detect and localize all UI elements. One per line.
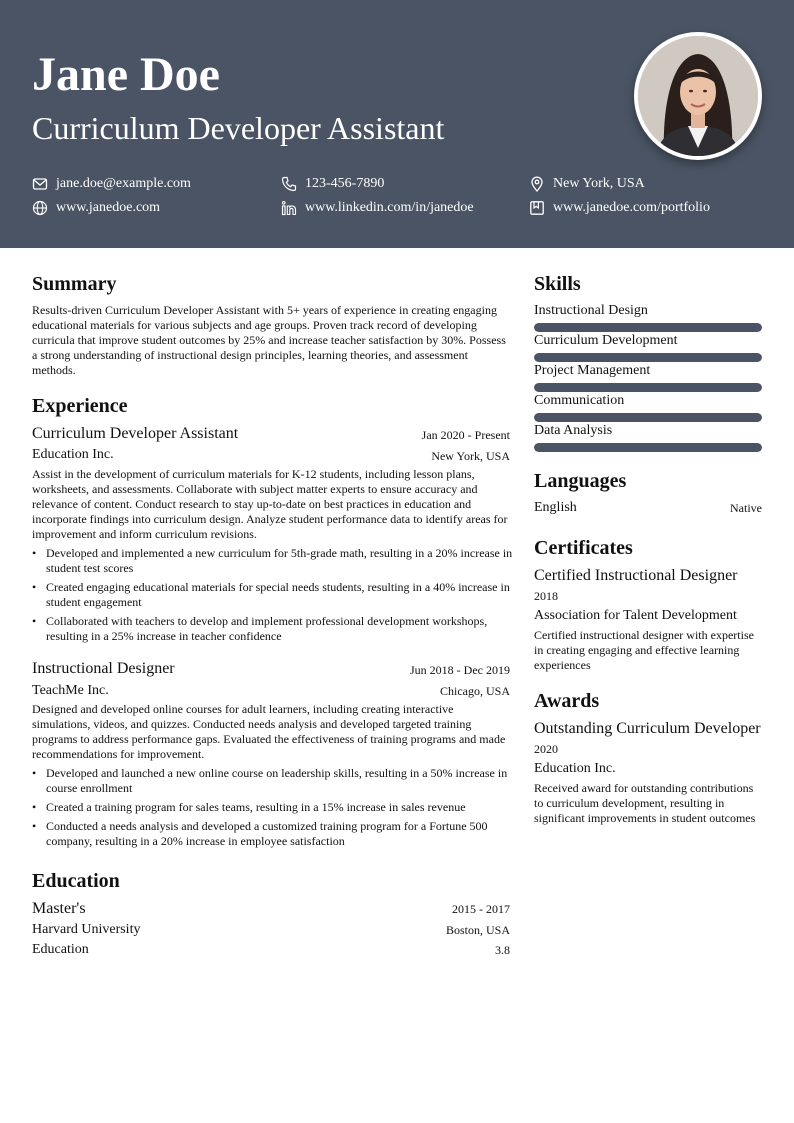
contact-linkedin-text: www.linkedin.com/in/janedoe <box>305 200 474 215</box>
job-location: New York, USA <box>431 449 510 463</box>
profile-photo <box>634 32 762 160</box>
award-title: Outstanding Curriculum Developer <box>534 720 761 737</box>
awards-heading: Awards <box>534 690 600 712</box>
job-title: Instructional Designer <box>32 660 175 677</box>
job-dates: Jun 2018 - Dec 2019 <box>410 663 510 677</box>
skill-level-bar <box>534 323 762 332</box>
skill-level-bar <box>534 413 762 422</box>
skill-level-fill <box>534 413 762 422</box>
skill-level-fill <box>534 353 762 362</box>
certificate-title: Certified Instructional Designer <box>534 567 738 584</box>
contact-email[interactable] <box>32 175 191 193</box>
certificate-issuer: Association for Talent Development <box>534 608 737 623</box>
job-company: Education Inc. <box>32 447 114 462</box>
education-degree: Master's <box>32 900 86 917</box>
candidate-name: Jane Doe <box>32 48 220 101</box>
certificates-heading: Certificates <box>534 537 633 559</box>
education-dates: 2015 - 2017 <box>452 902 510 916</box>
job-title: Curriculum Developer Assistant <box>32 425 239 442</box>
job-location: Chicago, USA <box>440 684 510 698</box>
skills-heading: Skills <box>534 273 581 295</box>
languages-heading: Languages <box>534 470 627 492</box>
job-company: TeachMe Inc. <box>32 683 109 698</box>
skill-level-bar <box>534 443 762 452</box>
award-issuer: Education Inc. <box>534 761 616 776</box>
list-item: • Collaborated with teachers to develop and implement professional development workshops, resulting in a 25% increase in teacher confidence <box>32 614 514 644</box>
location-pin-icon <box>529 176 545 192</box>
list-item: • Conducted a needs analysis and developed a customized training program for a Fortune 500 company, resulting in a 20% increase in employee satisfaction <box>32 819 514 849</box>
list-item: • Created engaging educational materials for special needs students, resulting in a 40% increase in student engagement <box>32 580 514 610</box>
skill-level-bar <box>534 353 762 362</box>
candidate-title: Curriculum Developer Assistant <box>32 110 445 146</box>
certificate-description: Certified instructional designer with expertise in creating engaging and effective learning experiences <box>534 628 754 672</box>
skill-name: Data Analysis <box>534 423 613 438</box>
job-achievements <box>32 766 514 853</box>
education-gpa: 3.8 <box>495 943 510 957</box>
portfolio-icon <box>529 200 545 216</box>
education-field: Education <box>32 942 89 957</box>
certificate-year: 2018 <box>534 589 558 603</box>
language-level: Native <box>730 501 762 515</box>
linkedin-icon <box>281 200 297 216</box>
skill-name: Project Management <box>534 363 651 378</box>
skill-name: Communication <box>534 393 625 408</box>
contact-website[interactable] <box>32 199 160 217</box>
contact-portfolio-text: www.janedoe.com/portfolio <box>553 200 710 215</box>
skill-name: Instructional Design <box>534 303 648 318</box>
job-dates: Jan 2020 - Present <box>421 428 510 442</box>
skill-name: Curriculum Development <box>534 333 678 348</box>
education-location: Boston, USA <box>445 923 510 937</box>
contact-email-text: jane.doe@example.com <box>56 176 191 191</box>
award-description: Received award for outstanding contributions to curriculum development, resulting in significant improvements in student outcomes <box>534 781 756 825</box>
job-description: Assist in the development of curriculum materials for K-12 students, including lesson plans, worksheets, and assessments. Collaborate with subject matter experts to ensure accuracy and relevance of content. Conduct research to stay up-to-date on best practices in education and incorporate findings into curriculum design. Analyze student performance data to identify areas for improvement and inform curriculum revisions. <box>32 467 508 541</box>
list-item: • Developed and implemented a new curriculum for 5th-grade math, resulting in a 20% increase in student test scores <box>32 546 514 576</box>
skill-level-fill <box>534 443 762 452</box>
portrait-image <box>638 36 758 156</box>
contact-location-text: New York, USA <box>553 176 645 191</box>
job-description: Designed and developed online courses for adult learners, including creating interactive simulations, videos, and quizzes. Conducted needs analysis and developed targeted training programs to address performance gaps. Evaluated the effectiveness of training programs and made recommendations for improvement. <box>32 702 506 761</box>
contact-linkedin[interactable] <box>281 199 474 217</box>
contact-website-text: www.janedoe.com <box>56 200 161 215</box>
job-achievements <box>32 546 514 648</box>
summary-text: Results-driven Curriculum Developer Assistant with 5+ years of experience in creating engaging educational materials for various subjects and age groups. Proven track record of developing curricula that improve student outcomes by 25% and increase teacher satisfaction by 30%. Possess a strong understanding of instructional design principles, learning theories, and assessment methods. <box>32 303 506 377</box>
contact-phone[interactable] <box>281 175 384 193</box>
skill-level-bar <box>534 383 762 392</box>
resume-header <box>0 0 794 248</box>
education-school: Harvard University <box>32 922 141 937</box>
award-year: 2020 <box>534 742 558 756</box>
contact-portfolio[interactable] <box>529 199 710 217</box>
list-item: • Created a training program for sales teams, resulting in a 15% increase in sales revenue <box>32 800 514 815</box>
contact-phone-text: 123-456-7890 <box>305 176 385 191</box>
contact-location <box>529 175 645 193</box>
mail-icon <box>32 176 48 192</box>
globe-icon <box>32 200 48 216</box>
phone-icon <box>281 176 297 192</box>
education-heading: Education <box>32 870 120 892</box>
skill-level-fill <box>534 383 762 392</box>
list-item: • Developed and launched a new online course on leadership skills, resulting in a 50% increase in course enrollment <box>32 766 514 796</box>
summary-heading: Summary <box>32 273 117 295</box>
language-name: English <box>534 500 577 515</box>
skill-level-fill <box>534 323 762 332</box>
experience-heading: Experience <box>32 395 128 417</box>
